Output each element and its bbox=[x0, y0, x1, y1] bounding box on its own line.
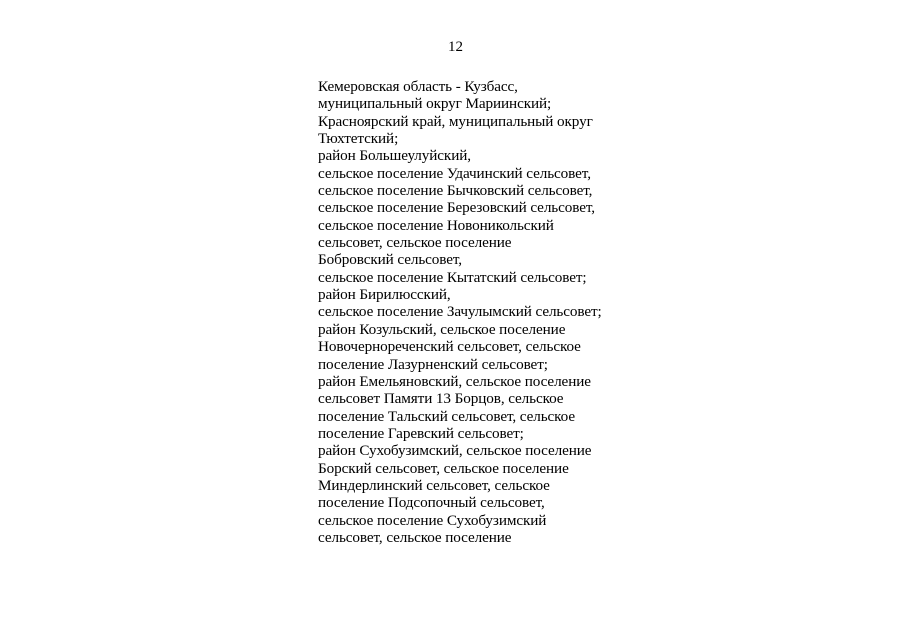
text-line: муниципальный округ Мариинский; bbox=[318, 95, 552, 113]
text-line: сельское поселение Кытатский сельсовет; bbox=[318, 268, 587, 286]
text-line: поселение Тальский сельсовет, сельское bbox=[318, 407, 575, 425]
text-line: район Емельяновский, сельское поселение bbox=[318, 372, 591, 390]
text-line: Красноярский край, муниципальный округ bbox=[318, 112, 593, 130]
text-line: район Сухобузимский, сельское поселение bbox=[318, 442, 592, 460]
text-line: район Большеулуйский, bbox=[318, 147, 471, 165]
text-line: сельсовет, сельское поселение bbox=[318, 528, 512, 546]
text-line: сельское поселение Березовский сельсовет, bbox=[318, 199, 595, 217]
text-line: Тюхтетский; bbox=[318, 130, 399, 148]
text-line: Новочернореченский сельсовет, сельское bbox=[318, 338, 581, 356]
text-line: Кемеровская область - Кузбасс, bbox=[318, 78, 518, 95]
text-line: Миндерлинский сельсовет, сельское bbox=[318, 476, 550, 494]
page-number: 12 bbox=[448, 39, 463, 55]
text-line: район Бирилюсский, bbox=[318, 286, 451, 304]
text-line: район Козульский, сельское поселение bbox=[318, 320, 566, 338]
text-line: поселение Лазурненский сельсовет; bbox=[318, 355, 548, 373]
text-line: сельсовет Памяти 13 Борцов, сельское bbox=[318, 390, 564, 408]
text-line: Бобровский сельсовет, bbox=[318, 251, 463, 269]
document-body bbox=[318, 78, 648, 546]
text-line: Борский сельсовет, сельское поселение bbox=[318, 459, 569, 477]
text-line: сельское поселение Сухобузимский bbox=[318, 511, 547, 529]
text-line: сельское поселение Новоникольский bbox=[318, 216, 554, 234]
text-line: сельское поселение Бычковский сельсовет, bbox=[318, 182, 593, 200]
text-line: сельское поселение Зачулымский сельсовет; bbox=[318, 303, 602, 321]
text-line: сельское поселение Удачинский сельсовет, bbox=[318, 164, 591, 182]
text-line: поселение Гаревский сельсовет; bbox=[318, 424, 524, 442]
text-line: сельсовет, сельское поселение bbox=[318, 234, 512, 252]
text-line: поселение Подсопочный сельсовет, bbox=[318, 494, 545, 512]
